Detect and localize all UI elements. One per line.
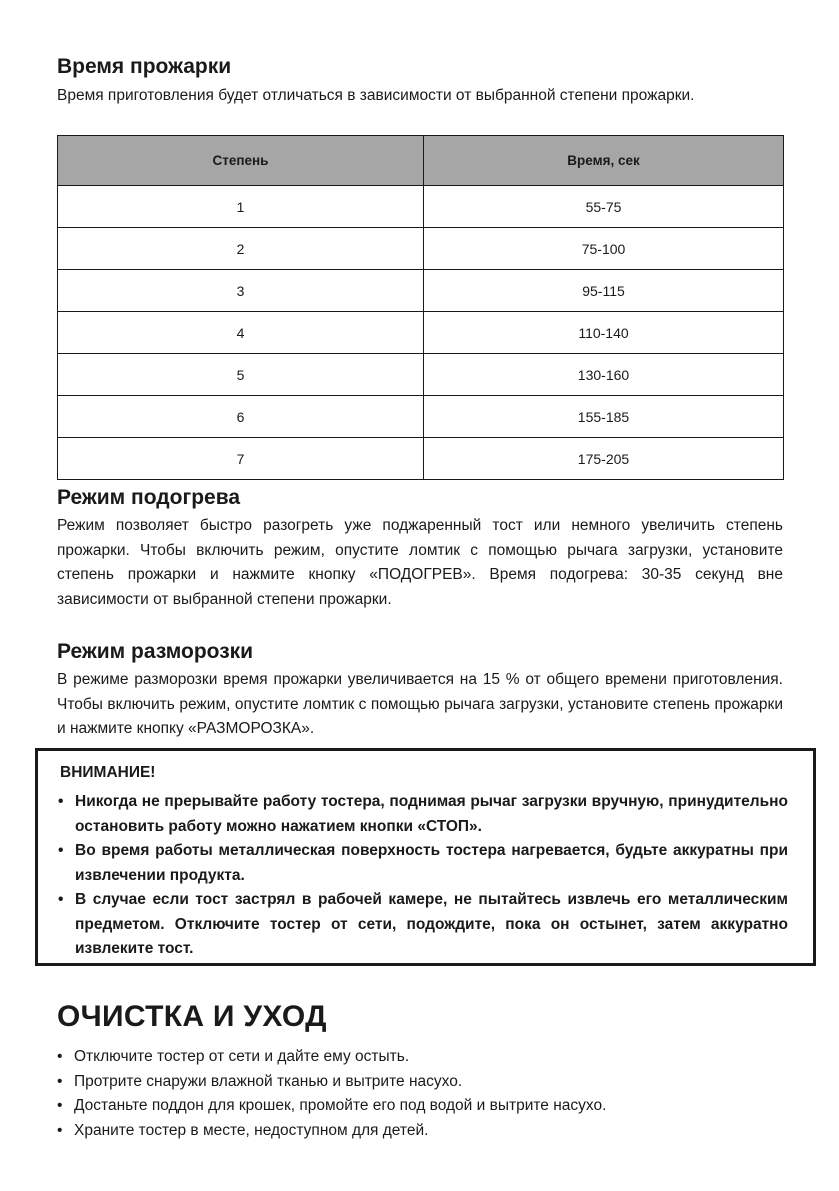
table-cell-level: 5: [58, 354, 424, 396]
warning-item: [58, 839, 788, 888]
care-item-text: Храните тостер в месте, недоступном для детей.: [74, 1121, 429, 1139]
list-item: [57, 1094, 783, 1119]
care-item-text: Достаньте поддон для крошек, промойте его под водой и вытрите насухо.: [74, 1097, 607, 1114]
table-row: [58, 354, 784, 396]
table-cell-time: 75-100: [424, 228, 784, 270]
warning-box: [35, 748, 816, 966]
table-cell-level: 2: [58, 228, 424, 270]
care-list: [57, 1045, 783, 1143]
roast-time-table: [57, 135, 784, 480]
reheat-mode-heading: Режим подогрева: [57, 486, 241, 509]
bullet-icon: •: [57, 1048, 63, 1065]
care-item-text: Протрите снаружи влажной тканью и вытрите насухо.: [74, 1072, 463, 1090]
table-cell-level: 3: [58, 270, 424, 312]
bullet-icon: •: [57, 1097, 63, 1114]
table-row: [58, 312, 784, 354]
warning-item-text: Никогда не прерывайте работу тостера, поднимая рычаг загрузки вручную, принудительно остановить работу можно нажатием кнопки «СТОП».: [75, 793, 788, 835]
table-header-row: [58, 136, 784, 186]
bullet-icon: •: [58, 842, 64, 859]
table-row: [58, 396, 784, 438]
table-row: [58, 438, 784, 480]
list-item: [57, 1070, 783, 1095]
table-cell-time: 155-185: [424, 396, 784, 438]
warning-item-text: Во время работы металлическая поверхность тостера нагревается, будьте аккуратны при извлечении продукта.: [75, 842, 788, 884]
warning-list: [58, 790, 788, 962]
warning-item: [58, 790, 788, 839]
table-row: [58, 186, 784, 228]
table-cell-time: 95-115: [424, 270, 784, 312]
table-cell-level: 6: [58, 396, 424, 438]
defrost-mode-text: В режиме разморозки время прожарки увеличивается на 15 % от общего времени приготовления. Чтобы включить режим, опустите ломтик с помощью рычага загрузки, установите степень прожарки и нажмите кнопку «РАЗМОРОЗКА».: [57, 671, 783, 737]
bullet-icon: •: [57, 1072, 63, 1090]
warning-title: ВНИМАНИЕ!: [60, 764, 156, 781]
cleaning-care-heading: ОЧИСТКА И УХОД: [57, 1000, 327, 1033]
table-header-level: Степень: [58, 136, 424, 186]
table-header-time: Время, сек: [424, 136, 784, 186]
table-cell-time: 130-160: [424, 354, 784, 396]
warning-item-text: В случае если тост застрял в рабочей камере, не пытайтесь извлечь его металлическим предметом. Отключите тостер от сети, подождите, пока он остынет, затем аккуратно извлеките тост.: [75, 891, 788, 957]
bullet-icon: •: [58, 891, 64, 908]
care-item-text: Отключите тостер от сети и дайте ему остыть.: [74, 1048, 410, 1065]
roast-time-heading: Время прожарки: [57, 55, 232, 78]
table-cell-level: 1: [58, 186, 424, 228]
table-row: [58, 270, 784, 312]
defrost-mode-heading: Режим разморозки: [57, 640, 254, 663]
list-item: [57, 1045, 783, 1070]
bullet-icon: •: [57, 1121, 63, 1139]
warning-item: [58, 888, 788, 962]
list-item: [57, 1119, 783, 1144]
table-row: [58, 228, 784, 270]
table-cell-level: 4: [58, 312, 424, 354]
table-cell-level: 7: [58, 438, 424, 480]
reheat-mode-text: Режим позволяет быстро разогреть уже поджаренный тост или немного увеличить степень прожарки. Чтобы включить режим, опустите ломтик с помощью рычага загрузки, установите степень прожарки и нажмите кнопку «ПОДОГРЕВ». Время подогрева: 30-35 секунд вне зависимости от выбранной степени прожарки.: [57, 517, 783, 608]
table-cell-time: 55-75: [424, 186, 784, 228]
roast-time-description: Время приготовления будет отличаться в зависимости от выбранной степени прожарки.: [57, 87, 695, 104]
bullet-icon: •: [58, 793, 64, 810]
table-cell-time: 110-140: [424, 312, 784, 354]
table-cell-time: 175-205: [424, 438, 784, 480]
